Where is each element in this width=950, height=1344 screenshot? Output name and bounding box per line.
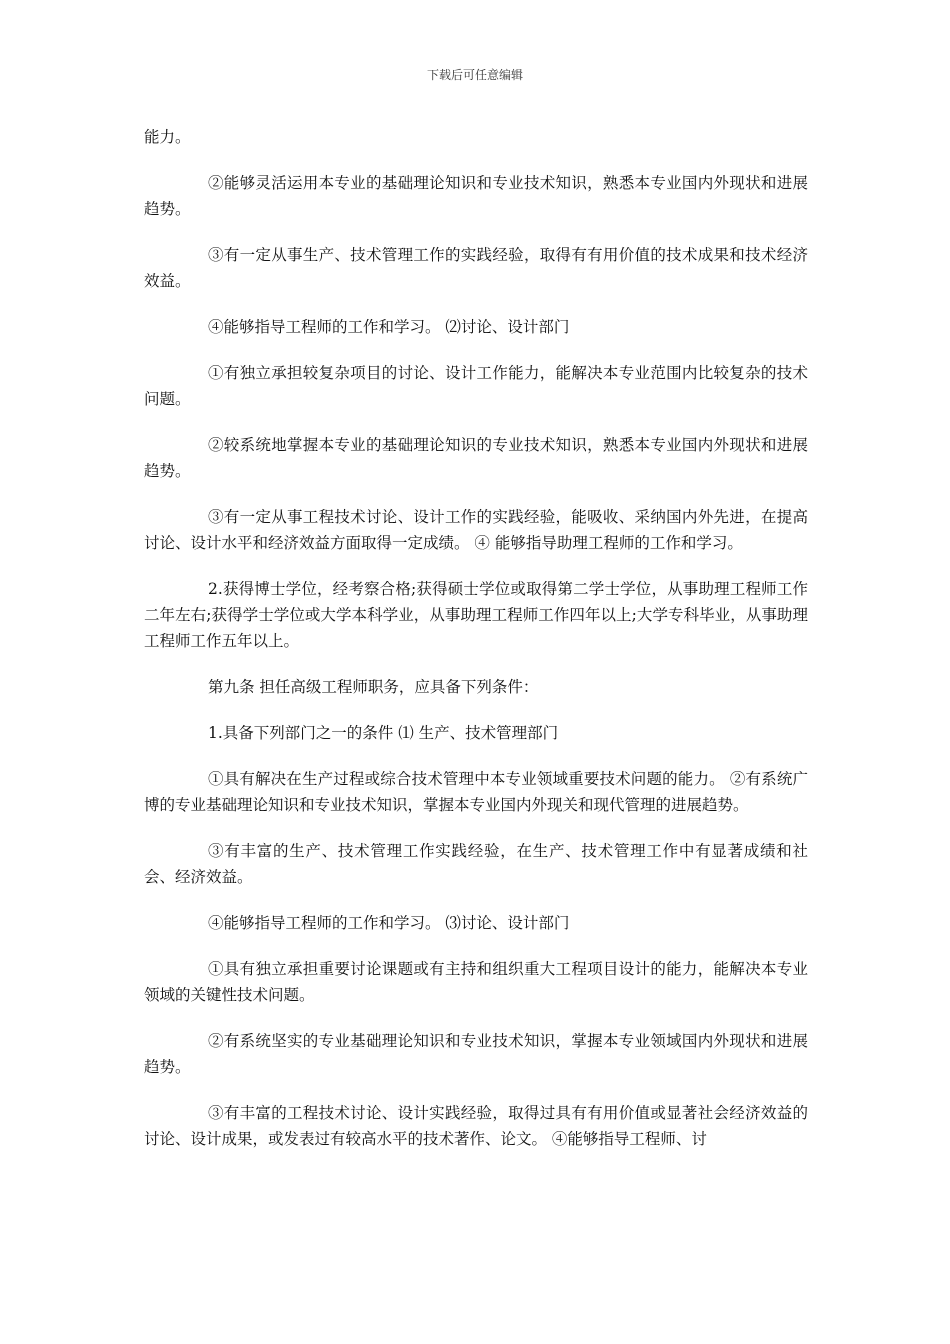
page-header: 下载后可任意编辑 <box>426 68 523 82</box>
paragraph: ③有一定从事工程技术讨论、设计工作的实践经验，能吸收、采纳国内外先进，在提高讨论、设计水平和经济效益方面取得一定成绩。 ④ 能够指导助理工程师的工作和学习。 <box>144 508 808 552</box>
paragraph: ②能够灵活运用本专业的基础理论知识和专业技术知识，熟悉本专业国内外现状和进展趋势。 <box>144 174 808 218</box>
paragraph: ③有丰富的生产、技术管理工作实践经验，在生产、技术管理工作中有显著成绩和社会、经济效益。 <box>144 842 808 886</box>
paragraph: ③有丰富的工程技术讨论、设计实践经验，取得过具有有用价值或显著社会经济效益的讨论、设计成果，或发表过有较高水平的技术著作、论文。 ④能够指导工程师、讨 <box>144 1104 808 1148</box>
paragraph: 1.具备下列部门之一的条件 ⑴ 生产、技术管理部门 <box>208 724 559 742</box>
paragraph: 2.获得博士学位，经考察合格;获得硕士学位或取得第二学士学位，从事助理工程师工作二年左右;获得学士学位或大学本科学业，从事助理工程师工作四年以上;大学专科毕业，从事助理工程师工作五年以上。 <box>144 580 808 650</box>
paragraph: ④能够指导工程师的工作和学习。 ⑵讨论、设计部门 <box>208 318 570 336</box>
paragraph: ④能够指导工程师的工作和学习。 ⑶讨论、设计部门 <box>208 914 570 932</box>
paragraph: 能力。 <box>144 128 191 146</box>
paragraph: ②有系统坚实的专业基础理论知识和专业技术知识，掌握本专业领域国内外现状和进展趋势。 <box>144 1032 808 1076</box>
paragraph: ①有独立承担较复杂项目的讨论、设计工作能力，能解决本专业范围内比较复杂的技术问题。 <box>144 364 808 408</box>
paragraph: ②较系统地掌握本专业的基础理论知识的专业技术知识，熟悉本专业国内外现状和进展趋势。 <box>144 436 808 480</box>
paragraph: ①具有独立承担重要讨论课题或有主持和组织重大工程项目设计的能力，能解决本专业领域的关键性技术问题。 <box>144 960 808 1004</box>
section-heading: 第九条 担任高级工程师职务，应具备下列条件： <box>208 678 539 696</box>
paragraph: ①具有解决在生产过程或综合技术管理中本专业领域重要技术问题的能力。 ②有系统广博的专业基础理论知识和专业技术知识，掌握本专业国内外现关和现代管理的进展趋势。 <box>144 770 808 814</box>
paragraph: ③有一定从事生产、技术管理工作的实践经验，取得有有用价值的技术成果和技术经济效益。 <box>144 246 808 290</box>
document-body <box>144 124 808 1172</box>
